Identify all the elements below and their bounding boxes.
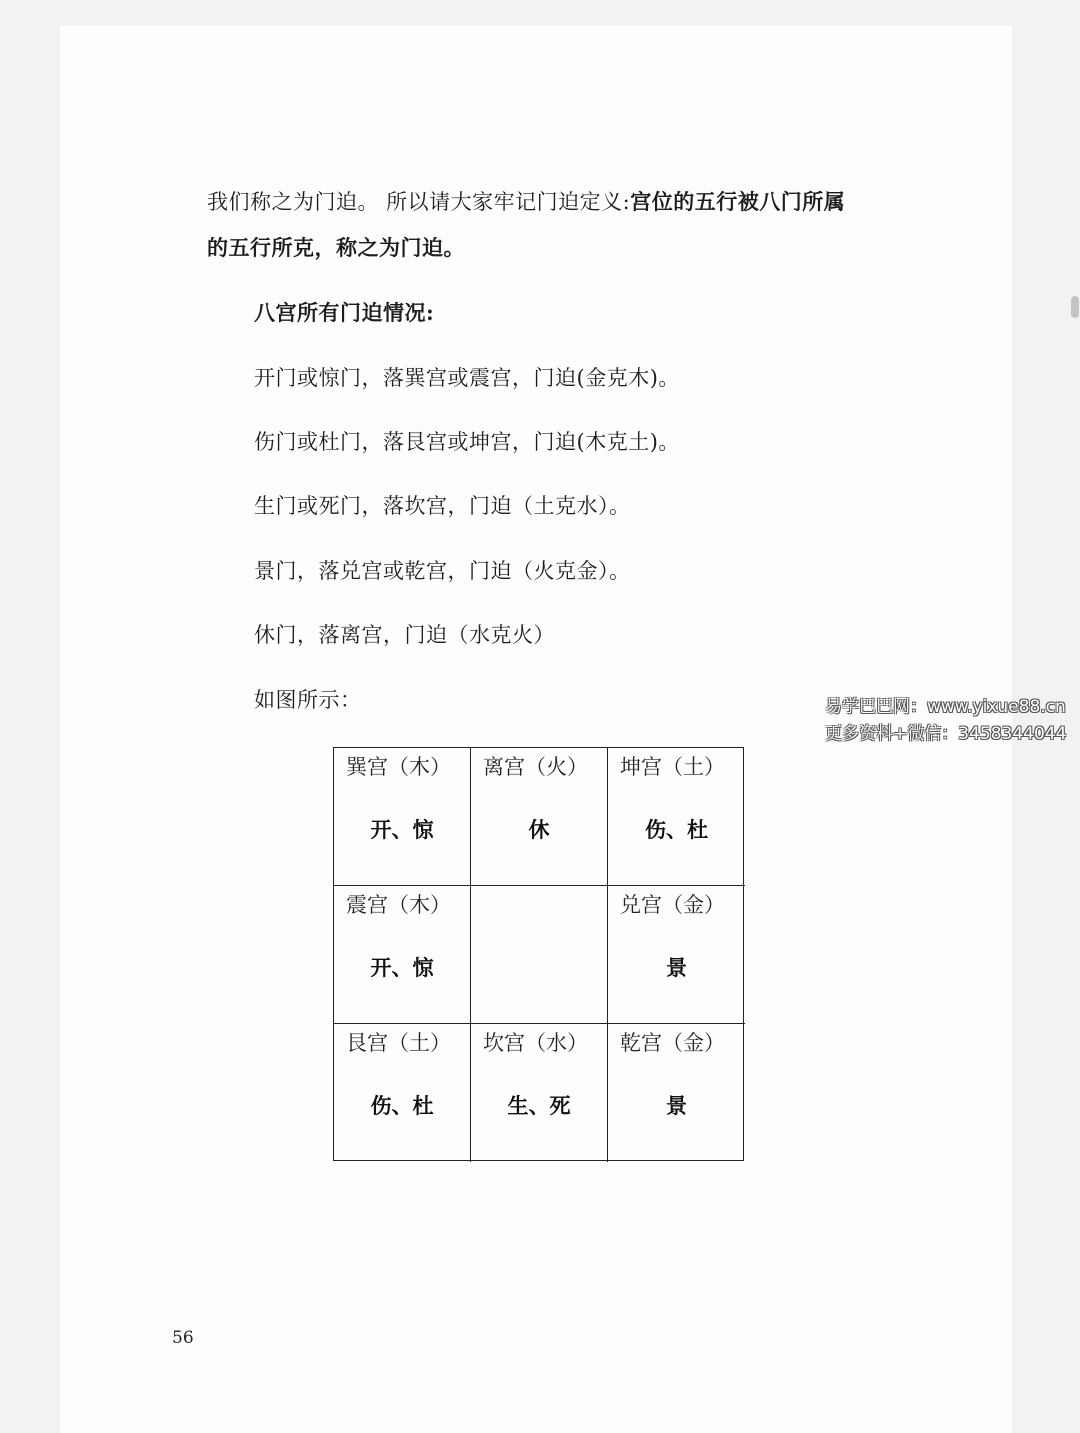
scrollbar-thumb[interactable] xyxy=(1071,296,1079,318)
palace-cell-xun xyxy=(334,748,471,886)
palace-name: 艮宫（土） xyxy=(346,1031,451,1055)
palace-cell-li xyxy=(471,748,608,886)
palace-name: 震宫（木） xyxy=(346,893,451,917)
list-item: 休门，落离宫，门迫（水克火） xyxy=(254,623,555,647)
palace-name: 离宫（火） xyxy=(483,755,588,779)
palace-cell-qian xyxy=(608,1024,745,1162)
definition-bold-text: 宫位的五行被八门所属 xyxy=(630,189,846,214)
palace-doors: 景 xyxy=(666,1093,687,1118)
palace-cell-zhen xyxy=(334,886,471,1024)
palace-doors: 开、惊 xyxy=(370,955,434,980)
palace-name: 乾宫（金） xyxy=(620,1031,725,1055)
palace-cell-gen xyxy=(334,1024,471,1162)
palace-doors: 景 xyxy=(666,955,687,980)
palace-name: 坎宫（水） xyxy=(483,1031,588,1055)
palace-cell-kan xyxy=(471,1024,608,1162)
paragraph-line-1 xyxy=(207,186,845,216)
palace-name: 坤宫（土） xyxy=(620,755,725,779)
list-item: 景门，落兑宫或乾宫，门迫（火克金）。 xyxy=(254,559,631,583)
palace-doors: 伤、杜 xyxy=(645,817,708,842)
watermark-line-2: 更多资料+微信：3458344044 xyxy=(825,724,1067,744)
definition-bold-line-2: 的五行所克，称之为门迫。 xyxy=(207,235,465,260)
list-item: 开门或惊门，落巽宫或震宫，门迫(金克木)。 xyxy=(254,366,680,390)
list-item: 生门或死门，落坎宫，门迫（土克水）。 xyxy=(254,494,631,518)
palace-cell-kun xyxy=(608,748,745,886)
palace-doors: 开、惊 xyxy=(370,817,434,842)
palace-cell-center xyxy=(471,886,608,1024)
palace-doors: 休 xyxy=(528,817,550,842)
palace-grid-table xyxy=(333,747,744,1161)
watermark-line-1: 易学巴巴网：www.yixue88.cn xyxy=(825,697,1066,717)
paragraph-normal-text: 我们称之为门迫。 所以请大家牢记门迫定义: xyxy=(207,190,631,214)
list-item: 伤门或杜门，落艮宫或坤宫，门迫(木克土)。 xyxy=(254,430,680,454)
page-number: 56 xyxy=(172,1328,194,1348)
palace-cell-dui xyxy=(608,886,745,1024)
palace-name: 兑宫（金） xyxy=(620,893,725,917)
section-heading: 八宫所有门迫情况: xyxy=(254,300,435,325)
figure-caption: 如图所示： xyxy=(254,688,362,712)
palace-doors: 伤、杜 xyxy=(370,1093,434,1118)
palace-name: 巽宫（木） xyxy=(346,755,451,779)
palace-doors: 生、死 xyxy=(507,1093,571,1118)
